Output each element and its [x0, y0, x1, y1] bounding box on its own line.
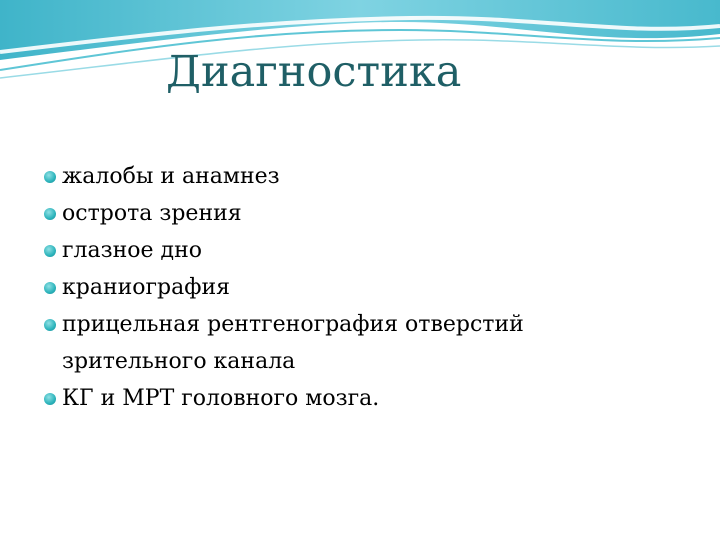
list-item: [44, 269, 684, 306]
list-item-text: жалобы и анамнез: [62, 164, 280, 189]
list-item-text: краниография: [62, 275, 231, 300]
list-item-text: острота зрения: [62, 201, 242, 226]
bullet-icon: [44, 393, 56, 405]
list-item: [44, 195, 684, 232]
list-item: [44, 232, 684, 269]
list-item: [44, 380, 684, 417]
bullet-icon: [44, 282, 56, 294]
bullet-icon: [44, 208, 56, 220]
bullet-list: [44, 158, 684, 417]
bullet-icon: [44, 171, 56, 183]
list-item-text: прицельная рентгенография отверстий зрительного канала: [62, 312, 524, 374]
bullet-icon: [44, 245, 56, 257]
page-title: Диагностика: [166, 47, 462, 97]
list-item-text: глазное дно: [62, 238, 202, 263]
list-item: [44, 306, 622, 380]
bullet-icon: [44, 319, 56, 331]
list-item: [44, 158, 684, 195]
list-item-text: КГ и МРТ головного мозга.: [62, 386, 380, 411]
